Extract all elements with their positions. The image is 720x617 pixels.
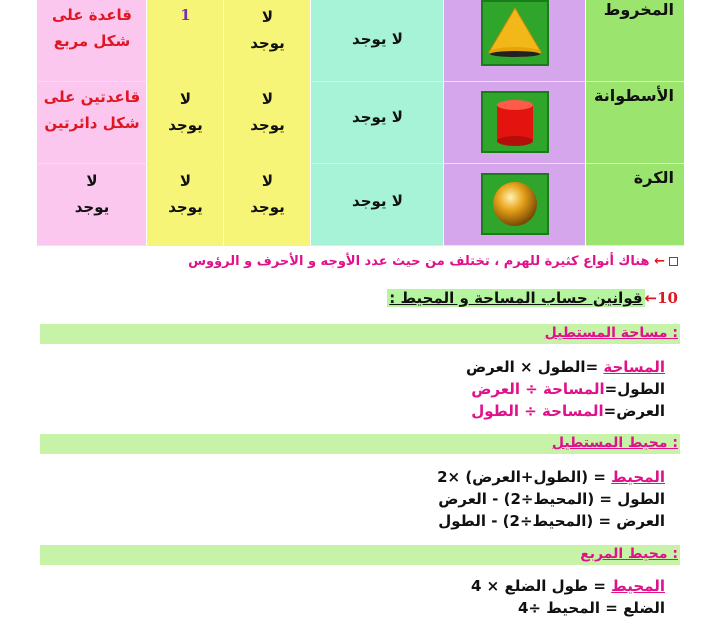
vertices-cell <box>310 0 443 82</box>
count-cell <box>146 164 223 246</box>
formula-line <box>438 512 665 530</box>
edges-text: لا يوجد <box>250 90 285 134</box>
shape-name: المخروط <box>603 0 674 19</box>
shapes-table <box>36 0 684 248</box>
cone-icon <box>481 0 549 66</box>
section-title <box>387 289 678 307</box>
bases-text: قاعدتين على شكل دائرتين <box>43 88 141 132</box>
formula-line <box>466 358 665 376</box>
formula-expression: =الطول × العرض <box>466 358 604 376</box>
shape-name-cell <box>585 0 684 82</box>
formula-expression: المساحة ÷ العرض <box>471 380 605 398</box>
count-text: لا يوجد <box>168 172 203 216</box>
vertices-text: لا يوجد <box>352 192 403 210</box>
formula-line <box>438 490 665 508</box>
vertices-cell <box>310 82 443 164</box>
count-cell <box>146 82 223 164</box>
shape-name: الأسطوانة <box>594 86 674 105</box>
edges-cell <box>223 82 310 164</box>
formula-term: الطول <box>617 490 665 508</box>
formula-term: العرض= <box>603 402 665 420</box>
formula-line <box>471 577 665 595</box>
image-cell <box>443 82 585 164</box>
edges-text: لا يوجد <box>250 172 285 216</box>
edges-text: لا يوجد <box>250 8 285 52</box>
count-text: لا يوجد <box>168 90 203 134</box>
arrow-icon: ← <box>644 289 658 307</box>
image-cell <box>443 0 585 82</box>
formula-term: المحيط <box>611 468 665 486</box>
formula-expression: = (الطول+العرض) ×2 <box>437 468 612 486</box>
sphere-icon <box>481 173 549 235</box>
edges-cell <box>223 0 310 82</box>
table-row <box>36 0 684 82</box>
count-cell <box>146 0 223 82</box>
note-text: هناك أنواع كثيرة للهرم ، تختلف من حيث عدد الأوجه و الأحرف و الرؤوس <box>188 254 650 269</box>
rectangle-perimeter-label: محيط المستطيل : <box>551 435 678 451</box>
bases-cell <box>36 164 146 246</box>
formula-expression: = طول الضلع × 4 <box>471 577 612 595</box>
formula-line <box>518 599 665 617</box>
formula-expression: المساحة ÷ الطول <box>471 402 604 420</box>
formula-expression: = (المحيط÷2) - العرض <box>438 490 618 508</box>
count-text: 1 <box>180 6 191 24</box>
shape-name-cell <box>585 164 684 246</box>
bullet-square-icon <box>669 257 678 266</box>
shape-name-cell <box>585 82 684 164</box>
square-perimeter-label: محيط المربع : <box>580 546 678 562</box>
note-line <box>188 254 678 269</box>
arrow-icon: ← <box>654 254 665 269</box>
formula-term: الطول= <box>604 380 665 398</box>
section-title-text: قوانين حساب المساحة و المحيط : <box>389 289 643 307</box>
vertices-text: لا يوجد <box>352 108 403 126</box>
table-row <box>36 82 684 164</box>
bases-text: قاعدة على شكل مربع <box>52 6 132 50</box>
formula-line <box>437 468 665 486</box>
rectangle-area-label: مساحة المستطيل : <box>544 325 678 341</box>
vertices-text: لا يوجد <box>352 30 403 48</box>
formula-expression: = المحيط ÷4 <box>517 599 624 617</box>
formula-term: المحيط <box>611 577 665 595</box>
bases-cell <box>36 0 146 82</box>
formula-term: المساحة <box>603 358 665 376</box>
formula-term: الضلع <box>623 599 665 617</box>
formula-expression: = (المحيط÷2) - الطول <box>438 512 617 530</box>
edges-cell <box>223 164 310 246</box>
table-row <box>36 164 684 246</box>
section-number: 10 <box>657 289 678 307</box>
formula-line <box>471 402 665 420</box>
image-cell <box>443 164 585 246</box>
cylinder-icon <box>481 91 549 153</box>
bases-text: لا يوجد <box>74 172 110 216</box>
shape-name: الكرة <box>633 168 674 187</box>
formula-line <box>471 380 665 398</box>
vertices-cell <box>310 164 443 246</box>
formula-term: العرض <box>616 512 665 530</box>
bases-cell <box>36 82 146 164</box>
